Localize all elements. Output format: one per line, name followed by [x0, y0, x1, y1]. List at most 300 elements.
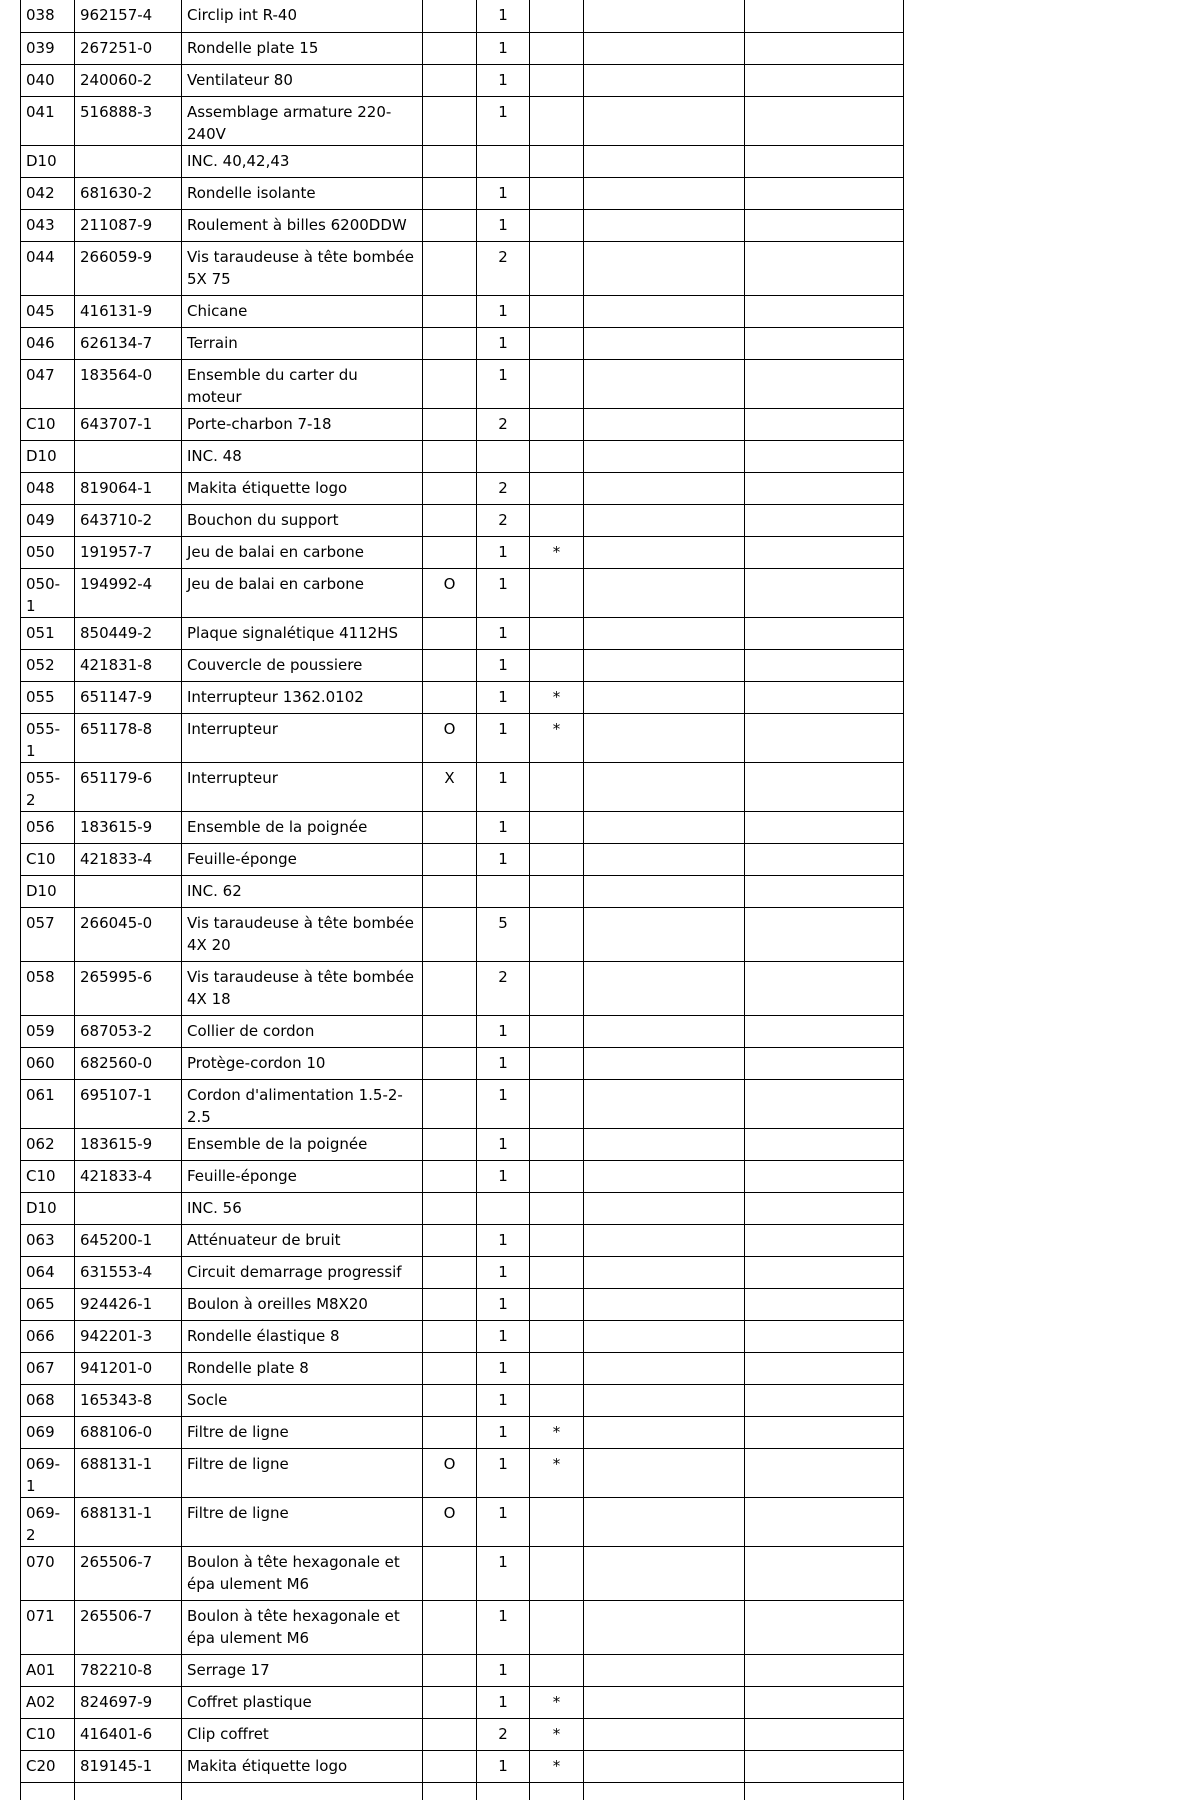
item-no-cell: 052	[21, 649, 75, 681]
description-cell: Boulon à tête hexagonale et épa ulement M6	[182, 1546, 423, 1600]
table-row	[21, 1192, 904, 1224]
description-cell: Ventilateur 80	[182, 64, 423, 96]
note-cell	[530, 568, 584, 617]
description-cell: Makita étiquette logo	[182, 1750, 423, 1782]
part-no-cell: 626134-7	[75, 327, 182, 359]
table-row	[21, 440, 904, 472]
blank-cell	[745, 1160, 904, 1192]
blank-cell	[745, 327, 904, 359]
blank-cell	[584, 359, 745, 408]
description-cell: Boulon à tête hexagonale et épa ulement M6	[182, 1600, 423, 1654]
option-cell	[423, 907, 477, 961]
blank-cell	[745, 1416, 904, 1448]
blank-cell	[745, 1128, 904, 1160]
item-no-cell: 058	[21, 961, 75, 1015]
item-no-cell: 069	[21, 1416, 75, 1448]
blank-cell	[584, 145, 745, 177]
blank-cell	[745, 177, 904, 209]
blank-cell	[584, 568, 745, 617]
table-row	[21, 1079, 904, 1128]
quantity-cell: 1	[477, 1047, 530, 1079]
note-cell	[530, 32, 584, 64]
description-cell: INC. 56	[182, 1192, 423, 1224]
option-cell	[423, 1160, 477, 1192]
item-no-cell: 040	[21, 64, 75, 96]
item-no-cell: 061	[21, 1079, 75, 1128]
part-no-cell: 643707-1	[75, 408, 182, 440]
option-cell	[423, 209, 477, 241]
table-row	[21, 1497, 904, 1546]
blank-cell	[745, 504, 904, 536]
table-row	[21, 762, 904, 811]
blank-cell	[745, 1718, 904, 1750]
item-no-cell: A02	[21, 1686, 75, 1718]
table-row	[21, 907, 904, 961]
description-cell: Makita étiquette logo	[182, 472, 423, 504]
description-cell: Jeu de balai en carbone	[182, 536, 423, 568]
parts-table-body	[21, 0, 904, 1800]
note-cell: *	[530, 1416, 584, 1448]
quantity-cell: 1	[477, 1546, 530, 1600]
part-no-cell: 211087-9	[75, 209, 182, 241]
part-no-cell: 265506-7	[75, 1600, 182, 1654]
option-cell	[423, 504, 477, 536]
parts-list-sheet	[20, 0, 904, 1800]
part-no-cell: 688131-1	[75, 1497, 182, 1546]
item-no-cell: D10	[21, 440, 75, 472]
blank-cell	[584, 907, 745, 961]
blank-cell	[745, 1352, 904, 1384]
item-no-cell: C10	[21, 843, 75, 875]
option-cell	[423, 1288, 477, 1320]
note-cell	[530, 811, 584, 843]
note-cell	[530, 907, 584, 961]
option-cell	[423, 961, 477, 1015]
blank-cell	[745, 1224, 904, 1256]
description-cell: Bouchon du support	[182, 504, 423, 536]
blank-cell	[584, 1750, 745, 1782]
quantity-cell: 1	[477, 762, 530, 811]
table-row	[21, 472, 904, 504]
note-cell	[530, 1256, 584, 1288]
item-no-cell: 055-1	[21, 713, 75, 762]
table-row	[21, 1416, 904, 1448]
blank-cell	[584, 241, 745, 295]
description-cell: Plaque signalétique 4112HS	[182, 617, 423, 649]
blank-cell	[745, 649, 904, 681]
quantity-cell: 2	[477, 504, 530, 536]
table-row	[21, 713, 904, 762]
description-cell: Feuille-éponge	[182, 843, 423, 875]
note-cell	[530, 1546, 584, 1600]
item-no-cell: 039	[21, 32, 75, 64]
blank-cell	[745, 1384, 904, 1416]
note-cell	[530, 1497, 584, 1546]
description-cell: Ensemble du carter du moteur	[182, 359, 423, 408]
table-row	[21, 145, 904, 177]
description-cell: Vis taraudeuse à tête bombée 4X 18	[182, 961, 423, 1015]
table-row	[21, 327, 904, 359]
note-cell	[530, 1015, 584, 1047]
quantity-cell	[477, 875, 530, 907]
note-cell	[530, 96, 584, 145]
parts-table	[20, 0, 904, 1800]
option-cell	[423, 472, 477, 504]
option-cell	[423, 408, 477, 440]
table-row	[21, 1448, 904, 1497]
option-cell	[423, 440, 477, 472]
part-no-cell: 191957-7	[75, 536, 182, 568]
option-cell	[423, 1015, 477, 1047]
option-cell	[423, 1224, 477, 1256]
blank-cell	[745, 713, 904, 762]
description-cell: Serrage 17	[182, 1654, 423, 1686]
option-cell	[423, 1416, 477, 1448]
blank-cell	[745, 1015, 904, 1047]
blank-cell	[745, 1497, 904, 1546]
item-no-cell: 050-1	[21, 568, 75, 617]
empty-cell	[21, 1782, 75, 1800]
table-row	[21, 295, 904, 327]
table-row	[21, 1546, 904, 1600]
empty-cell	[745, 1782, 904, 1800]
blank-cell	[745, 681, 904, 713]
item-no-cell: 065	[21, 1288, 75, 1320]
option-cell	[423, 1047, 477, 1079]
part-no-cell: 824697-9	[75, 1686, 182, 1718]
quantity-cell: 1	[477, 713, 530, 762]
item-no-cell: 045	[21, 295, 75, 327]
blank-cell	[584, 1015, 745, 1047]
item-no-cell: A01	[21, 1654, 75, 1686]
item-no-cell: D10	[21, 145, 75, 177]
quantity-cell: 1	[477, 568, 530, 617]
note-cell: *	[530, 1718, 584, 1750]
quantity-cell: 2	[477, 241, 530, 295]
blank-cell	[584, 472, 745, 504]
part-no-cell: 416131-9	[75, 295, 182, 327]
part-no-cell: 631553-4	[75, 1256, 182, 1288]
note-cell	[530, 617, 584, 649]
blank-cell	[584, 1288, 745, 1320]
item-no-cell: 055-2	[21, 762, 75, 811]
blank-cell	[745, 843, 904, 875]
option-cell	[423, 811, 477, 843]
note-cell: *	[530, 681, 584, 713]
option-cell	[423, 327, 477, 359]
item-no-cell: 071	[21, 1600, 75, 1654]
item-no-cell: 060	[21, 1047, 75, 1079]
description-cell: Rondelle plate 8	[182, 1352, 423, 1384]
item-no-cell: 069-1	[21, 1448, 75, 1497]
note-cell	[530, 64, 584, 96]
description-cell: Assemblage armature 220-240V	[182, 96, 423, 145]
description-cell: Circlip int R-40	[182, 0, 423, 32]
part-no-cell: 688131-1	[75, 1448, 182, 1497]
quantity-cell: 1	[477, 1497, 530, 1546]
blank-cell	[584, 649, 745, 681]
part-no-cell: 782210-8	[75, 1654, 182, 1686]
description-cell: Cordon d'alimentation 1.5-2-2.5	[182, 1079, 423, 1128]
note-cell	[530, 145, 584, 177]
quantity-cell: 1	[477, 1288, 530, 1320]
part-no-cell: 421831-8	[75, 649, 182, 681]
blank-cell	[745, 1079, 904, 1128]
item-no-cell: C20	[21, 1750, 75, 1782]
note-cell	[530, 359, 584, 408]
item-no-cell: D10	[21, 1192, 75, 1224]
table-row	[21, 681, 904, 713]
note-cell	[530, 440, 584, 472]
option-cell	[423, 1192, 477, 1224]
note-cell: *	[530, 536, 584, 568]
blank-cell	[584, 0, 745, 32]
blank-cell	[584, 681, 745, 713]
blank-cell	[745, 762, 904, 811]
blank-cell	[745, 64, 904, 96]
item-no-cell: 047	[21, 359, 75, 408]
option-cell	[423, 32, 477, 64]
option-cell	[423, 1718, 477, 1750]
part-no-cell	[75, 875, 182, 907]
note-cell	[530, 1600, 584, 1654]
blank-cell	[745, 209, 904, 241]
item-no-cell: 046	[21, 327, 75, 359]
part-no-cell	[75, 440, 182, 472]
note-cell	[530, 1192, 584, 1224]
blank-cell	[745, 1288, 904, 1320]
description-cell: Clip coffret	[182, 1718, 423, 1750]
item-no-cell: 050	[21, 536, 75, 568]
table-row	[21, 241, 904, 295]
quantity-cell: 1	[477, 1750, 530, 1782]
blank-cell	[745, 440, 904, 472]
item-no-cell: D10	[21, 875, 75, 907]
table-row-continuation	[21, 1782, 904, 1800]
table-row	[21, 1384, 904, 1416]
description-cell: INC. 62	[182, 875, 423, 907]
description-cell: Interrupteur	[182, 762, 423, 811]
blank-cell	[584, 1600, 745, 1654]
part-no-cell: 267251-0	[75, 32, 182, 64]
blank-cell	[584, 32, 745, 64]
table-row	[21, 811, 904, 843]
blank-cell	[584, 1352, 745, 1384]
description-cell: INC. 48	[182, 440, 423, 472]
part-no-cell: 165343-8	[75, 1384, 182, 1416]
quantity-cell: 1	[477, 1160, 530, 1192]
option-cell	[423, 64, 477, 96]
blank-cell	[584, 1416, 745, 1448]
option-cell: X	[423, 762, 477, 811]
quantity-cell: 1	[477, 1224, 530, 1256]
part-no-cell: 962157-4	[75, 0, 182, 32]
item-no-cell: 042	[21, 177, 75, 209]
blank-cell	[584, 1160, 745, 1192]
description-cell: Terrain	[182, 327, 423, 359]
quantity-cell: 1	[477, 1384, 530, 1416]
quantity-cell: 1	[477, 681, 530, 713]
blank-cell	[584, 209, 745, 241]
option-cell	[423, 359, 477, 408]
option-cell	[423, 649, 477, 681]
part-no-cell: 695107-1	[75, 1079, 182, 1128]
note-cell	[530, 408, 584, 440]
part-no-cell: 651147-9	[75, 681, 182, 713]
blank-cell	[584, 96, 745, 145]
blank-cell	[584, 875, 745, 907]
option-cell	[423, 1600, 477, 1654]
table-row	[21, 1320, 904, 1352]
note-cell	[530, 327, 584, 359]
item-no-cell: 067	[21, 1352, 75, 1384]
table-row	[21, 408, 904, 440]
part-no-cell: 194992-4	[75, 568, 182, 617]
option-cell	[423, 843, 477, 875]
blank-cell	[745, 1320, 904, 1352]
option-cell	[423, 295, 477, 327]
blank-cell	[745, 1546, 904, 1600]
quantity-cell: 2	[477, 408, 530, 440]
table-row	[21, 568, 904, 617]
option-cell	[423, 1079, 477, 1128]
table-row	[21, 1600, 904, 1654]
quantity-cell	[477, 1192, 530, 1224]
item-no-cell: 038	[21, 0, 75, 32]
part-no-cell: 819145-1	[75, 1750, 182, 1782]
note-cell	[530, 649, 584, 681]
quantity-cell: 2	[477, 961, 530, 1015]
table-row	[21, 32, 904, 64]
table-row	[21, 961, 904, 1015]
note-cell	[530, 961, 584, 1015]
blank-cell	[584, 811, 745, 843]
blank-cell	[584, 1686, 745, 1718]
item-no-cell: 066	[21, 1320, 75, 1352]
description-cell: Filtre de ligne	[182, 1416, 423, 1448]
description-cell: Rondelle isolante	[182, 177, 423, 209]
note-cell	[530, 875, 584, 907]
quantity-cell: 1	[477, 1256, 530, 1288]
quantity-cell: 1	[477, 1600, 530, 1654]
blank-cell	[745, 0, 904, 32]
table-row	[21, 875, 904, 907]
table-row	[21, 96, 904, 145]
description-cell: Coffret plastique	[182, 1686, 423, 1718]
item-no-cell: 043	[21, 209, 75, 241]
part-no-cell: 850449-2	[75, 617, 182, 649]
option-cell: O	[423, 713, 477, 762]
quantity-cell: 1	[477, 811, 530, 843]
description-cell: Vis taraudeuse à tête bombée 4X 20	[182, 907, 423, 961]
table-row	[21, 1015, 904, 1047]
blank-cell	[745, 241, 904, 295]
item-no-cell: 044	[21, 241, 75, 295]
blank-cell	[584, 1448, 745, 1497]
blank-cell	[745, 96, 904, 145]
table-row	[21, 1352, 904, 1384]
note-cell	[530, 1320, 584, 1352]
note-cell	[530, 241, 584, 295]
option-cell	[423, 1686, 477, 1718]
quantity-cell: 1	[477, 32, 530, 64]
note-cell	[530, 0, 584, 32]
blank-cell	[745, 617, 904, 649]
blank-cell	[745, 145, 904, 177]
blank-cell	[584, 843, 745, 875]
description-cell: Rondelle plate 15	[182, 32, 423, 64]
option-cell	[423, 1320, 477, 1352]
option-cell	[423, 1352, 477, 1384]
empty-cell	[75, 1782, 182, 1800]
blank-cell	[745, 472, 904, 504]
empty-cell	[477, 1782, 530, 1800]
item-no-cell: 068	[21, 1384, 75, 1416]
part-no-cell: 687053-2	[75, 1015, 182, 1047]
part-no-cell: 643710-2	[75, 504, 182, 536]
quantity-cell: 5	[477, 907, 530, 961]
table-row	[21, 536, 904, 568]
part-no-cell: 183615-9	[75, 811, 182, 843]
part-no-cell: 682560-0	[75, 1047, 182, 1079]
blank-cell	[584, 961, 745, 1015]
description-cell: Circuit demarrage progressif	[182, 1256, 423, 1288]
table-row	[21, 1288, 904, 1320]
note-cell	[530, 209, 584, 241]
description-cell: Ensemble de la poignée	[182, 811, 423, 843]
note-cell	[530, 1224, 584, 1256]
quantity-cell: 1	[477, 1128, 530, 1160]
part-no-cell: 266045-0	[75, 907, 182, 961]
blank-cell	[584, 617, 745, 649]
table-row	[21, 1047, 904, 1079]
note-cell	[530, 177, 584, 209]
quantity-cell: 1	[477, 1079, 530, 1128]
part-no-cell: 941201-0	[75, 1352, 182, 1384]
item-no-cell: 055	[21, 681, 75, 713]
note-cell	[530, 1160, 584, 1192]
table-row	[21, 0, 904, 32]
note-cell	[530, 1079, 584, 1128]
item-no-cell: 056	[21, 811, 75, 843]
note-cell	[530, 1288, 584, 1320]
table-row	[21, 64, 904, 96]
part-no-cell: 240060-2	[75, 64, 182, 96]
blank-cell	[584, 1256, 745, 1288]
option-cell	[423, 1256, 477, 1288]
quantity-cell: 1	[477, 177, 530, 209]
note-cell: *	[530, 1750, 584, 1782]
blank-cell	[745, 875, 904, 907]
item-no-cell: C10	[21, 1160, 75, 1192]
note-cell	[530, 843, 584, 875]
blank-cell	[745, 359, 904, 408]
quantity-cell: 1	[477, 649, 530, 681]
option-cell	[423, 875, 477, 907]
empty-cell	[423, 1782, 477, 1800]
quantity-cell: 1	[477, 1686, 530, 1718]
part-no-cell: 651178-8	[75, 713, 182, 762]
blank-cell	[584, 1718, 745, 1750]
quantity-cell: 2	[477, 472, 530, 504]
blank-cell	[584, 1546, 745, 1600]
description-cell: Ensemble de la poignée	[182, 1128, 423, 1160]
option-cell	[423, 617, 477, 649]
option-cell	[423, 177, 477, 209]
quantity-cell: 1	[477, 1015, 530, 1047]
description-cell: Protège-cordon 10	[182, 1047, 423, 1079]
description-cell: Roulement à billes 6200DDW	[182, 209, 423, 241]
